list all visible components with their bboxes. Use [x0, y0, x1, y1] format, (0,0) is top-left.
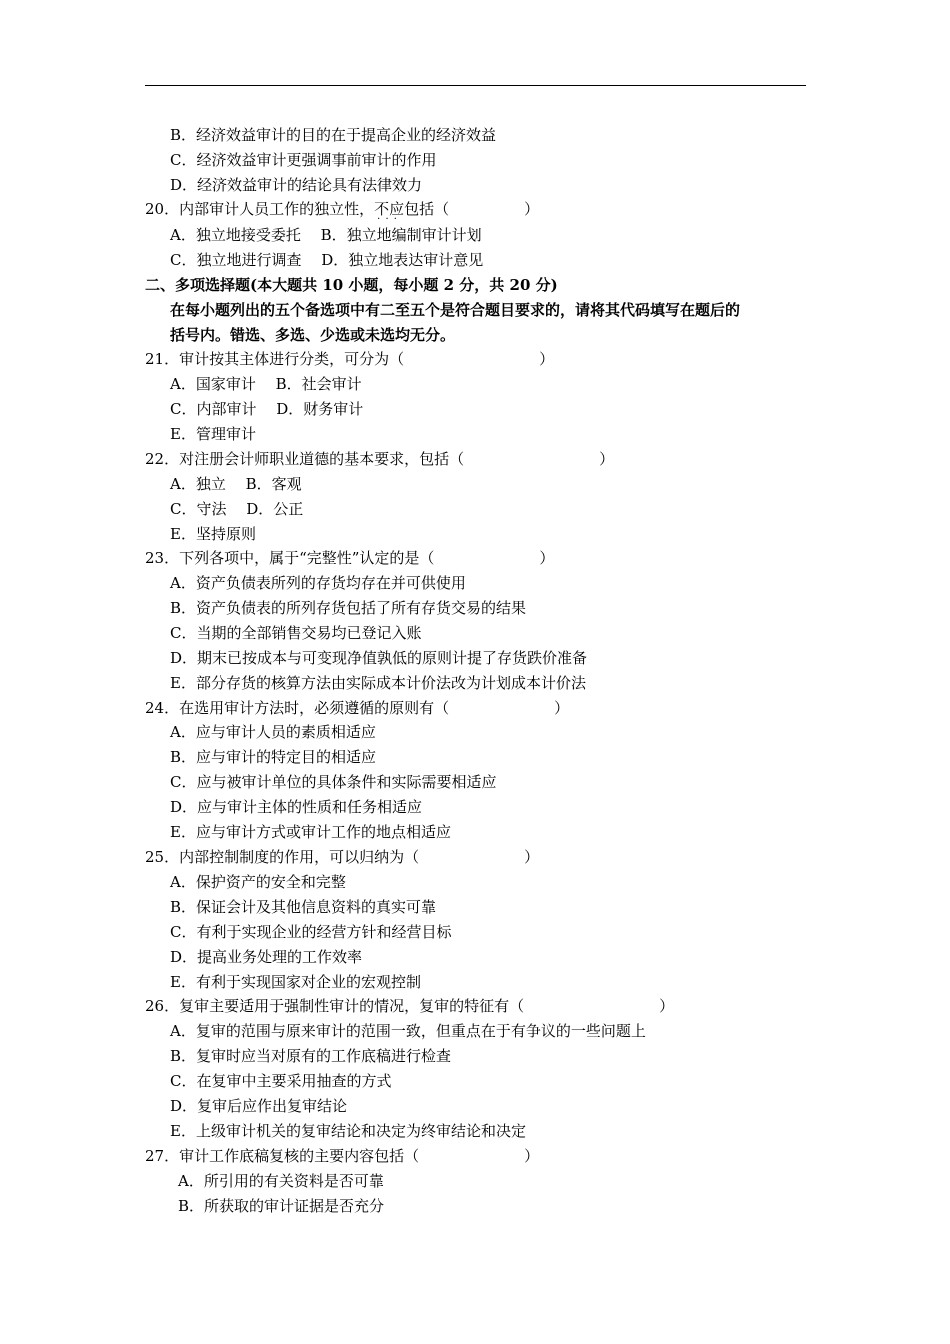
q21-options-row2: C．内部审计 D．财务审计 [170, 400, 364, 418]
q25-option-b: B．保证会计及其他信息资料的真实可靠 [170, 898, 437, 916]
section2-instructions-1: 在每小题列出的五个备选项中有二至五个是符合题目要求的，请将其代码填写在题后的 [170, 301, 741, 319]
q23-stem: 23．下列各项中，属于“完整性”认定的是（ ） [145, 549, 555, 567]
q22-options-row2: C．守法 D．公正 [170, 500, 304, 518]
q27-option-b: B．所获取的审计证据是否充分 [178, 1197, 385, 1215]
q25-option-c: C．有利于实现企业的经营方针和经营目标 [170, 923, 452, 941]
q24-stem: 24．在选用审计方法时，必须遵循的原则有（ ） [145, 699, 570, 717]
q20-stem-prefix: 20．内部审计人员工作的独立性， [145, 200, 375, 218]
q26-option-c: C．在复审中主要采用抽查的方式 [170, 1072, 392, 1090]
q25-option-d: D．提高业务处理的工作效率 [170, 948, 363, 966]
q21-options-row1: A．国家审计 B．社会审计 [170, 375, 362, 393]
q26-stem: 26．复审主要适用于强制性审计的情况，复审的特征有（ ） [145, 997, 675, 1015]
q20-options-row1: A．独立地接受委托 B．独立地编制审计计划 [170, 226, 482, 244]
q24-option-e: E．应与审计方式或审计工作的地点相适应 [170, 823, 451, 841]
q24-option-a: A．应与审计人员的素质相适应 [170, 723, 376, 741]
q20-stem [145, 199, 539, 219]
q20-emphasis: 不应 · · · [374, 199, 404, 219]
q19-option-c: C．经济效益审计更强调事前审计的作用 [170, 151, 437, 169]
q20-stem-suffix: 包括（ ） [404, 200, 540, 218]
q21-options-row3: E．管理审计 [170, 425, 256, 443]
q23-option-a: A．资产负债表所列的存货均存在并可供使用 [170, 574, 466, 592]
q27-stem: 27．审计工作底稿复核的主要内容包括（ ） [145, 1147, 540, 1165]
q25-stem: 25．内部控制制度的作用，可以归纳为（ ） [145, 848, 540, 866]
q24-option-b: B．应与审计的特定目的相适应 [170, 748, 377, 766]
section2-instructions-2: 括号内。错选、多选、少选或未选均无分。 [170, 326, 456, 344]
q23-option-d: D．期末已按成本与可变现净值孰低的原则计提了存货跌价准备 [170, 649, 588, 667]
q25-option-a: A．保护资产的安全和完整 [170, 873, 346, 891]
q23-option-b: B．资产负债表的所列存货包括了所有存货交易的结果 [170, 599, 527, 617]
q26-option-a: A．复审的范围与原来审计的范围一致，但重点在于有争议的一些问题上 [170, 1022, 646, 1040]
q22-options-row3: E．坚持原则 [170, 525, 256, 543]
q26-option-d: D．复审后应作出复审结论 [170, 1097, 348, 1115]
q25-option-e: E．有利于实现国家对企业的宏观控制 [170, 973, 421, 991]
section2-title: 二、多项选择题(本大题共 10 小题，每小题 2 分，共 20 分) [145, 276, 558, 294]
q20-options-row2: C．独立地进行调查 D．独立地表达审计意见 [170, 251, 484, 269]
q23-option-e: E．部分存货的核算方法由实际成本计价法改为计划成本计价法 [170, 674, 586, 692]
q22-stem: 22．对注册会计师职业道德的基本要求，包括（ ） [145, 450, 615, 468]
q23-option-c: C．当期的全部销售交易均已登记入账 [170, 624, 422, 642]
q24-option-c: C．应与被审计单位的具体条件和实际需要相适应 [170, 773, 497, 791]
q24-option-d: D．应与审计主体的性质和任务相适应 [170, 798, 423, 816]
q19-option-d: D．经济效益审计的结论具有法律效力 [170, 176, 423, 194]
q19-option-b: B．经济效益审计的目的在于提高企业的经济效益 [170, 126, 497, 144]
q22-options-row1: A．独立 B．客观 [170, 475, 302, 493]
q26-option-e: E．上级审计机关的复审结论和决定为终审结论和决定 [170, 1122, 526, 1140]
q27-option-a: A．所引用的有关资料是否可靠 [178, 1172, 384, 1190]
header-rule [145, 85, 806, 86]
q26-option-b: B．复审时应当对原有的工作底稿进行检查 [170, 1047, 452, 1065]
q21-stem: 21．审计按其主体进行分类，可分为（ ） [145, 350, 555, 368]
